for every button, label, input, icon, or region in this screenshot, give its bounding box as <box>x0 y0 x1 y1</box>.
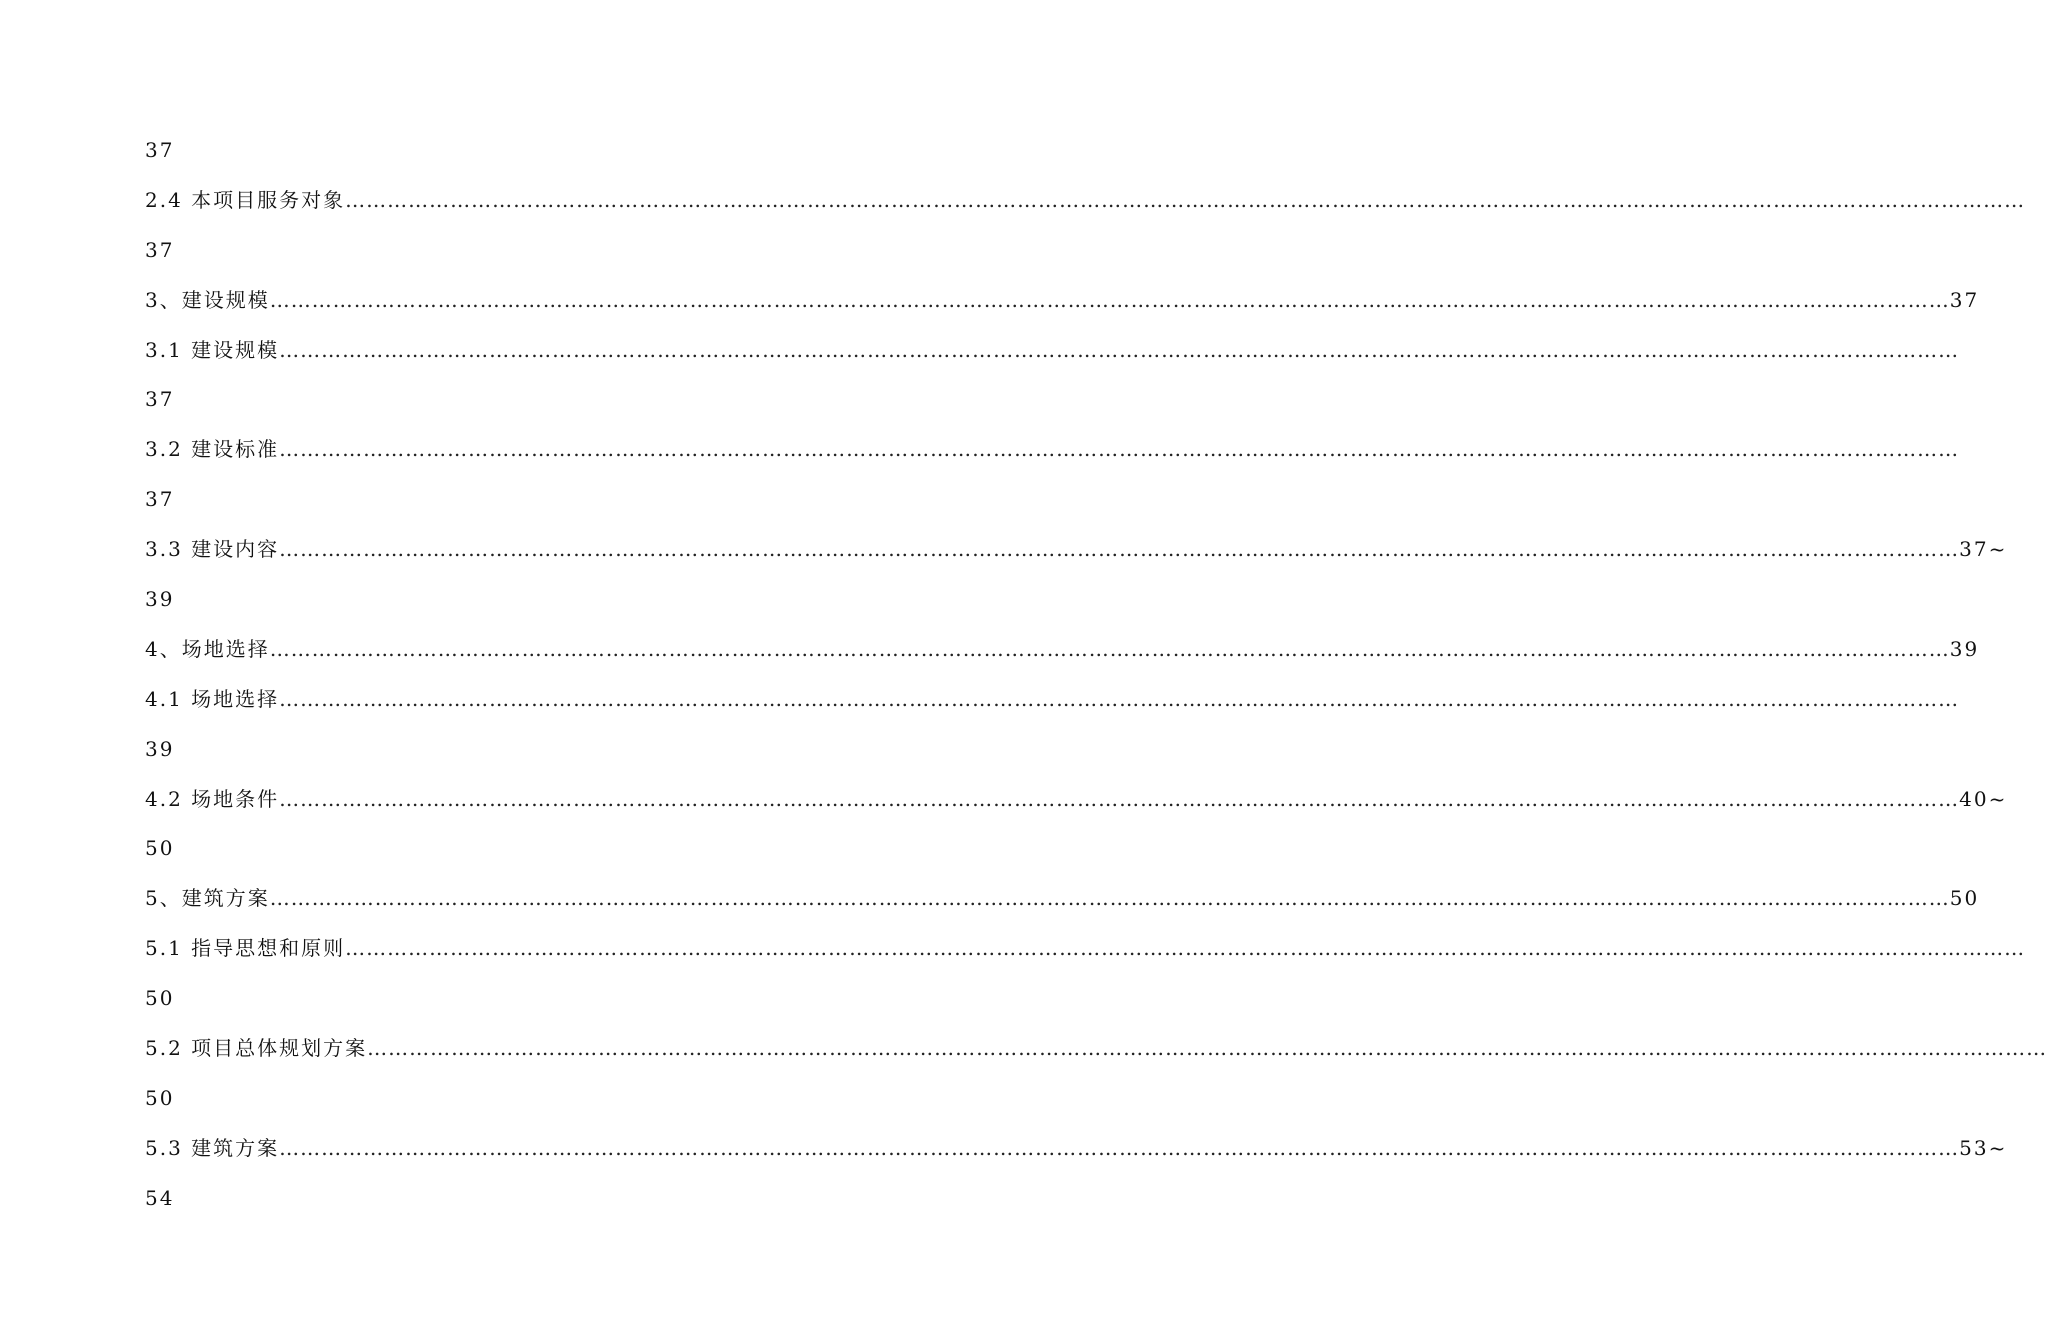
toc-entry <box>145 425 1960 475</box>
toc-entry <box>145 924 2026 974</box>
table-of-contents <box>145 126 2047 1224</box>
dot-leader: …………………………………………………………………………………………………………………………………………………………………………………………………………………… <box>279 437 1960 462</box>
dot-leader: …………………………………………………………………………………………………………………………………………………………………………………………………………………… <box>345 187 2026 212</box>
dot-leader: …………………………………………………………………………………………………………………………………………………………………………………………………………………… <box>345 936 2026 961</box>
toc-page-number: 50 <box>1949 886 1980 911</box>
toc-entry <box>145 525 2008 575</box>
toc-entry-title: 5、建筑方案 <box>145 886 270 911</box>
dot-leader: …………………………………………………………………………………………………………………………………………………………………………………………………………………… <box>279 786 1960 811</box>
toc-entry <box>145 176 2026 226</box>
toc-entry <box>145 675 1960 725</box>
dot-leader: …………………………………………………………………………………………………………………………………………………………………………………………………………………… <box>279 686 1960 711</box>
toc-entry-title: 3.3 建设内容 <box>145 537 280 562</box>
dot-leader: …………………………………………………………………………………………………………………………………………………………………………………………………………………… <box>269 287 1950 312</box>
toc-entry <box>145 625 1980 675</box>
dot-leader: …………………………………………………………………………………………………………………………………………………………………………………………………………………… <box>279 537 1960 562</box>
toc-page-continuation: 39 <box>145 587 175 612</box>
toc-page-continuation: 37 <box>145 387 175 412</box>
toc-entry-title: 2.4 本项目服务对象 <box>145 187 346 212</box>
toc-page-continuation: 37 <box>145 138 175 162</box>
dot-leader: …………………………………………………………………………………………………………………………………………………………………………………………………………………… <box>269 886 1950 911</box>
dot-leader: …………………………………………………………………………………………………………………………………………………………………………………………………………………… <box>279 337 1960 362</box>
toc-entry-title: 5.1 指导思想和原则 <box>145 936 346 961</box>
toc-entry-title: 5.2 项目总体规划方案 <box>145 1036 368 1061</box>
toc-page-continuation: 37 <box>145 237 175 262</box>
toc-page-continuation: 54 <box>145 1185 175 1210</box>
toc-page-continuation: 37 <box>145 487 175 512</box>
toc-page-number: 40~ <box>1959 786 2008 811</box>
dot-leader: …………………………………………………………………………………………………………………………………………………………………………………………………………………… <box>367 1036 2047 1061</box>
toc-page-number: 53~ <box>1959 1135 2008 1160</box>
toc-page-continuation: 50 <box>145 1085 175 1110</box>
toc-entry-title: 5.3 建筑方案 <box>145 1135 280 1160</box>
toc-entry-title: 4、场地选择 <box>145 636 270 661</box>
toc-entry-title: 3.1 建设规模 <box>145 337 280 362</box>
toc-entry-title: 4.1 场地选择 <box>145 686 280 711</box>
toc-entry <box>145 1024 2047 1074</box>
toc-entry-title: 3.2 建设标准 <box>145 437 280 462</box>
toc-page-continuation: 50 <box>145 986 175 1011</box>
toc-page-number: 37~ <box>1959 537 2008 562</box>
toc-entry <box>145 874 1980 924</box>
toc-page-number: 39 <box>1949 636 1980 661</box>
toc-page-number: 37 <box>1949 287 1980 312</box>
toc-entry <box>145 775 2008 825</box>
dot-leader: …………………………………………………………………………………………………………………………………………………………………………………………………………………… <box>269 636 1950 661</box>
toc-page-continuation: 39 <box>145 736 175 761</box>
toc-entry-title: 3、建设规模 <box>145 287 270 312</box>
toc-entry <box>145 326 1960 376</box>
dot-leader: …………………………………………………………………………………………………………………………………………………………………………………………………………………… <box>279 1135 1960 1160</box>
toc-entry <box>145 1124 2008 1174</box>
toc-page-continuation: 50 <box>145 836 175 861</box>
toc-entry <box>145 276 1980 326</box>
toc-entry-title: 4.2 场地条件 <box>145 786 280 811</box>
